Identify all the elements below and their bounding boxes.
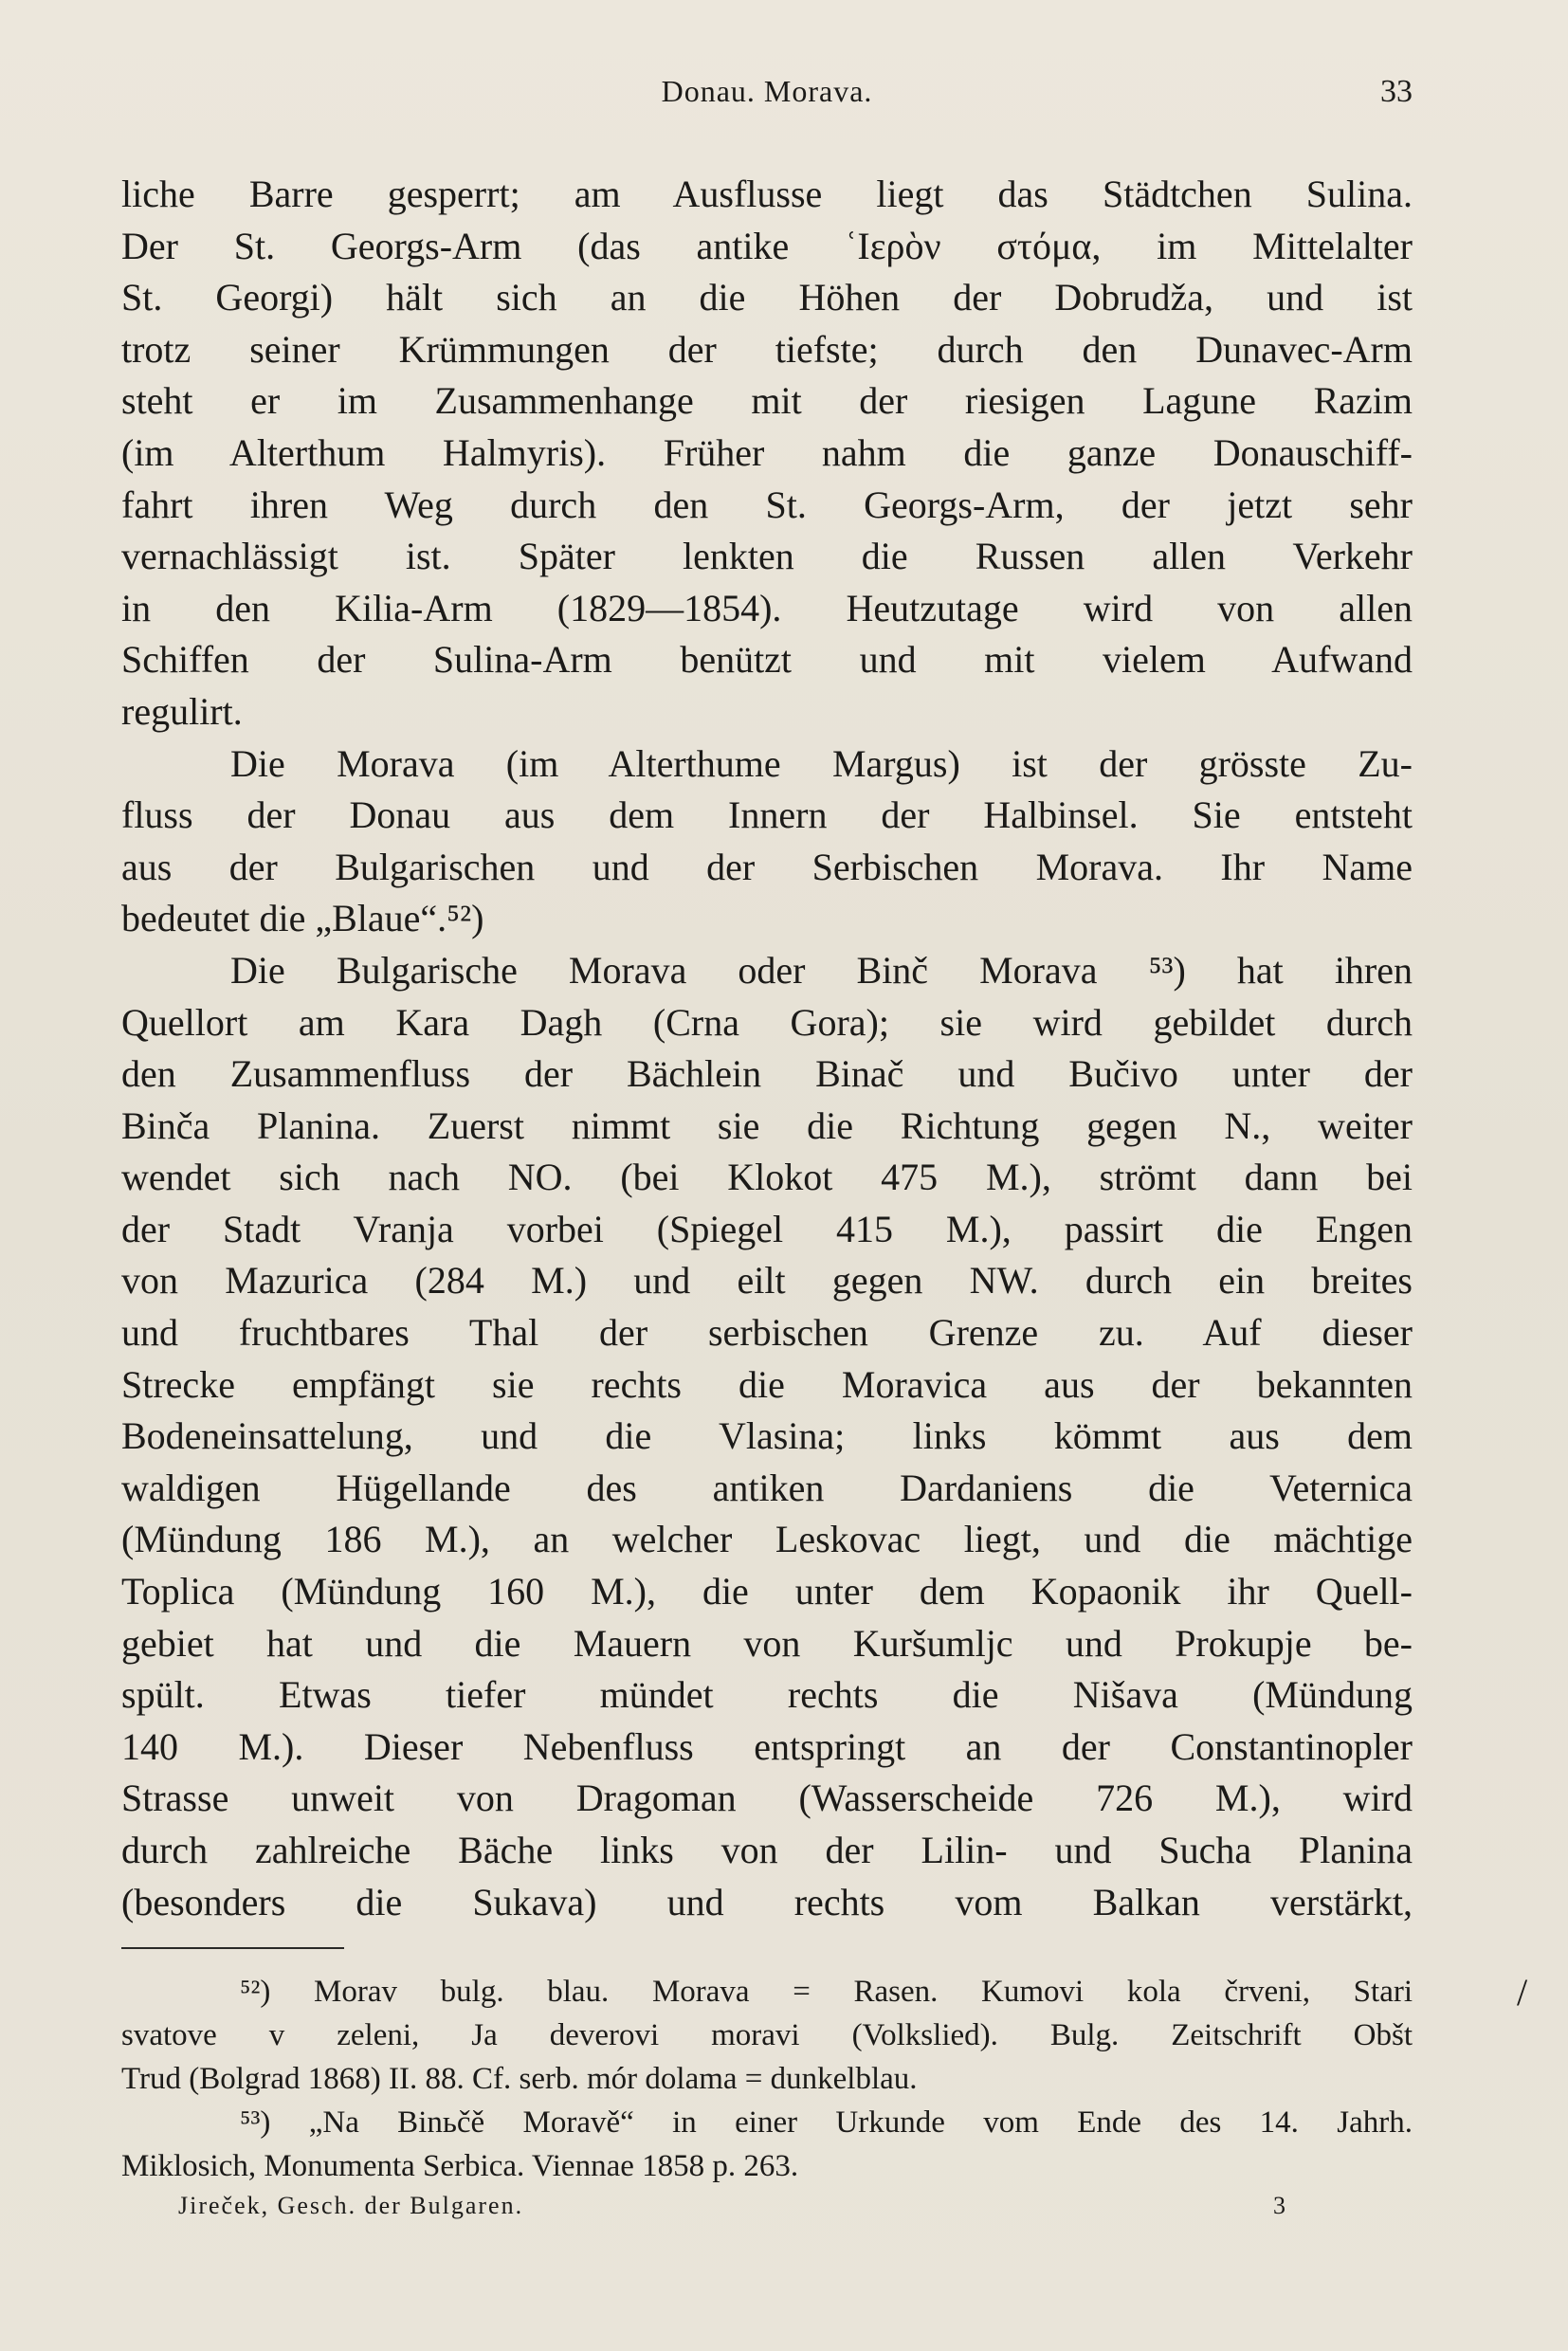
text-line: durch zahlreiche Bäche links von der Lilin- und Sucha Planina bbox=[121, 1829, 1413, 1871]
text-line: St. Georgi) hält sich an die Höhen der Dobrudža, und ist bbox=[121, 276, 1413, 319]
footnote-line: svatove v zeleni, Ja deverovi moravi (Volkslied). Bulg. Zeitschrift Obšt bbox=[121, 2018, 1413, 2052]
text-line: von Mazurica (284 M.) und eilt gegen NW. durch ein breites bbox=[121, 1259, 1413, 1303]
footnote-line: Miklosich, Monumenta Serbica. Viennae 1858 p. 263. bbox=[121, 2149, 799, 2183]
footnote-line: ⁵³) „Na Binьčě Moravě“ in einer Urkunde vom Ende des 14. Jahrh. bbox=[240, 2105, 1413, 2140]
margin-mark: / bbox=[1517, 1971, 1528, 2014]
text-line: Bodeneinsattelung, und die Vlasina; links kömmt aus dem bbox=[121, 1414, 1413, 1458]
signature-number: 3 bbox=[1273, 2192, 1287, 2219]
text-line: gebiet hat und die Mauern von Kuršumljc und Prokupje be- bbox=[121, 1621, 1413, 1665]
signature-title: Jireček, Gesch. der Bulgaren. bbox=[178, 2192, 524, 2219]
text-line: Binča Planina. Zuerst nimmt sie die Richtung gegen N., weiter bbox=[121, 1103, 1413, 1147]
text-line: steht er im Zusammenhange mit der riesigen Lagune Razim bbox=[121, 379, 1413, 423]
text-line: (Mündung 186 M.), an welcher Leskovac liegt, und die mächtige bbox=[121, 1518, 1413, 1561]
text-line: den Zusammenfluss der Bächlein Binač und Bučivo unter der bbox=[121, 1052, 1413, 1096]
text-line: spült. Etwas tiefer mündet rechts die Nišava (Mündung bbox=[121, 1673, 1413, 1717]
text-line: Strecke empfängt sie rechts die Moravica aus der bekannten bbox=[121, 1362, 1413, 1406]
text-line: trotz seiner Krümmungen der tiefste; durch den Dunavec-Arm bbox=[121, 327, 1413, 371]
footnotes bbox=[121, 1970, 1413, 2188]
text-line: in den Kilia-Arm (1829—1854). Heutzutage wird von allen bbox=[121, 586, 1413, 629]
text-line: aus der Bulgarischen und der Serbischen Morava. Ihr Name bbox=[121, 845, 1413, 888]
text-line: wendet sich nach NO. (bei Klokot 475 M.), strömt dann bei bbox=[121, 1156, 1413, 1199]
text-line: vernachlässigt ist. Später lenkten die Russen allen Verkehr bbox=[121, 535, 1413, 578]
text-line: fahrt ihren Weg durch den St. Georgs-Arm, der jetzt sehr bbox=[121, 483, 1413, 526]
text-line: der Stadt Vranja vorbei (Spiegel 415 M.), passirt die Engen bbox=[121, 1207, 1413, 1250]
footnote-divider bbox=[121, 1947, 344, 1949]
text-line: Der St. Georgs-Arm (das antike ʿΙερὸν στόμα, im Mittelalter bbox=[121, 224, 1413, 267]
text-line: Die Bulgarische Morava oder Binč Morava ⁵³) hat ihren bbox=[230, 948, 1413, 992]
text-line: Die Morava (im Alterthume Margus) ist der grösste Zu- bbox=[230, 741, 1413, 785]
text-line: Schiffen der Sulina-Arm benützt und mit vielem Aufwand bbox=[121, 638, 1413, 682]
text-line: 140 M.). Dieser Nebenfluss entspringt an der Constantinopler bbox=[121, 1724, 1413, 1768]
text-line: liche Barre gesperrt; am Ausflusse liegt das Städtchen Sulina. bbox=[121, 173, 1413, 215]
text-line: Toplica (Mündung 160 M.), die unter dem Kopaonik ihr Quell- bbox=[121, 1570, 1413, 1613]
text-line: Strasse unweit von Dragoman (Wasserscheide 726 M.), wird bbox=[121, 1777, 1413, 1820]
running-title: Donau. Morava. bbox=[661, 74, 873, 108]
text-line: und fruchtbares Thal der serbischen Grenze zu. Auf dieser bbox=[121, 1311, 1413, 1355]
body-text bbox=[121, 169, 1413, 1928]
text-line: bedeutet die „Blaue“.⁵²) bbox=[121, 897, 484, 940]
footnote-line: Trud (Bolgrad 1868) II. 88. Cf. serb. mór dolama = dunkelblau. bbox=[121, 2062, 918, 2096]
running-head bbox=[121, 74, 1413, 112]
printer-signature bbox=[178, 2192, 1287, 2230]
page-number: 33 bbox=[1380, 74, 1413, 109]
text-line: (im Alterthum Halmyris). Früher nahm die ganze Donauschiff- bbox=[121, 430, 1413, 474]
text-line: Quellort am Kara Dagh (Crna Gora); sie wird gebildet durch bbox=[121, 1000, 1413, 1044]
text-line: fluss der Donau aus dem Innern der Halbinsel. Sie entsteht bbox=[121, 793, 1413, 837]
text-line: regulirt. bbox=[121, 689, 243, 733]
footnote-line: ⁵²) Morav bulg. blau. Morava = Rasen. Kumovi kola črveni, Stari bbox=[240, 1975, 1413, 2009]
text-line: waldigen Hügellande des antiken Dardaniens die Veternica bbox=[121, 1466, 1413, 1509]
text-line: (besonders die Sukava) und rechts vom Balkan verstärkt, bbox=[121, 1880, 1413, 1923]
